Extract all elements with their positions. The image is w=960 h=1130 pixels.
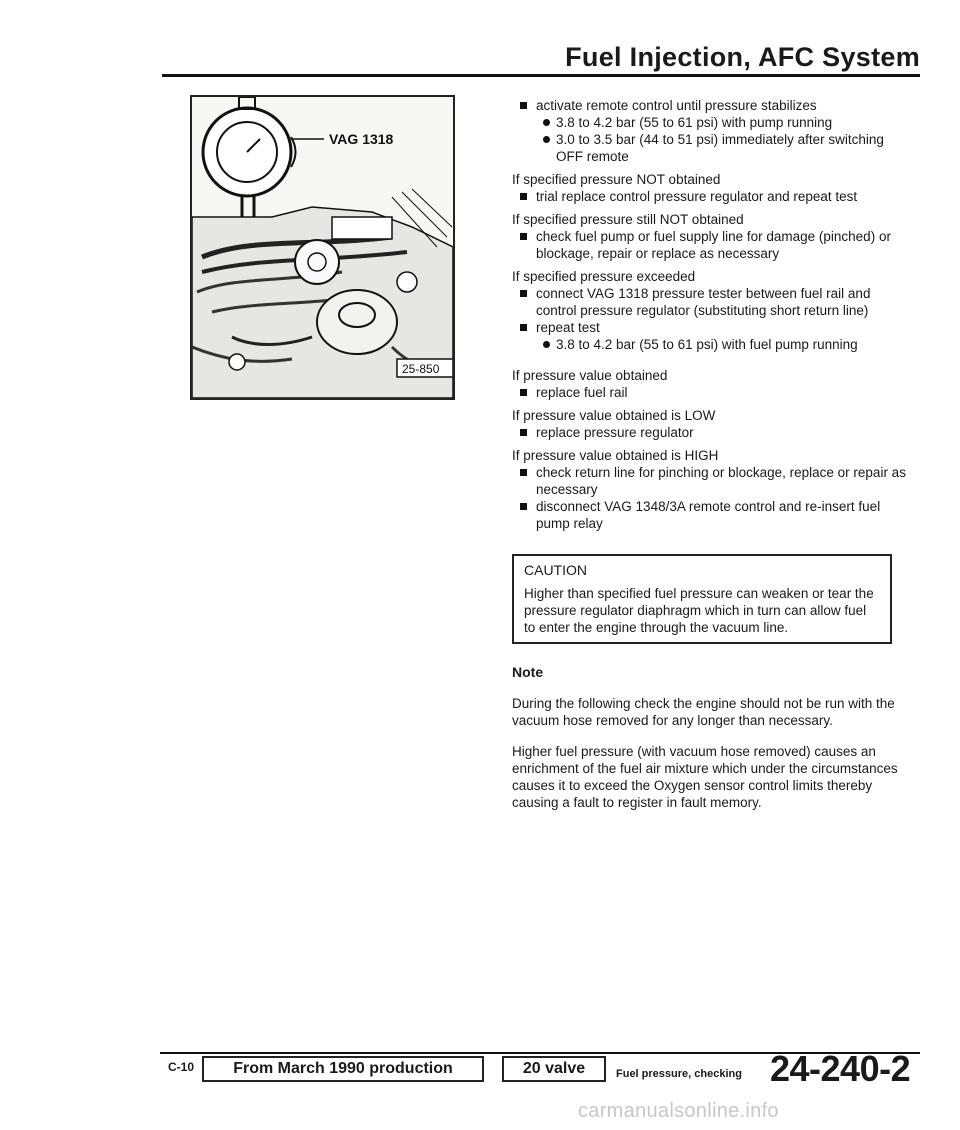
step-text: If specified pressure still NOT obtained xyxy=(512,212,744,227)
step-condition xyxy=(512,211,912,228)
note-paragraph-2: Higher fuel pressure (with vacuum hose removed) causes an enrichment of the fuel air mixture which under the circumstances causes it to exceed the Oxygen sensor control limits thereby causing a fault to register in fault memory. xyxy=(512,744,898,810)
step-text: connect VAG 1318 pressure tester between fuel rail and control pressure regulator (substituting short return line) xyxy=(536,286,871,318)
note-title: Note xyxy=(512,664,544,680)
watermark: carmanualsonline.info xyxy=(578,1100,779,1122)
note-paragraph-1: During the following check the engine should not be run with the vacuum hose removed for any longer than necessary. xyxy=(512,696,895,728)
engine-drawing xyxy=(192,97,453,398)
step-sub-bullet xyxy=(512,131,912,165)
step-text: If specified pressure exceeded xyxy=(512,269,696,284)
step-text: activate remote control until pressure stabilizes xyxy=(536,98,817,113)
square-bullet-icon xyxy=(520,503,527,510)
step-bullet xyxy=(512,424,912,441)
step-text: 3.0 to 3.5 bar (44 to 51 psi) immediately after switching OFF remote xyxy=(556,132,884,164)
production-box: From March 1990 production xyxy=(202,1056,484,1082)
caution-box xyxy=(512,554,892,644)
valve-box: 20 valve xyxy=(502,1056,606,1082)
step-text: If pressure value obtained is HIGH xyxy=(512,448,719,463)
caution-text: Higher than specified fuel pressure can weaken or tear the pressure regulator diaphragm which in turn can allow fuel to enter the engine through the vacuum line. xyxy=(524,586,874,635)
square-bullet-icon xyxy=(520,429,527,436)
step-text: replace pressure regulator xyxy=(536,425,694,440)
step-bullet xyxy=(512,97,912,114)
step-text: 3.8 to 4.2 bar (55 to 61 psi) with fuel pump running xyxy=(556,337,858,352)
tool-label: VAG 1318 xyxy=(329,131,394,147)
header-rule xyxy=(162,74,920,77)
step-sub-bullet xyxy=(512,114,912,131)
step-text: If pressure value obtained xyxy=(512,368,668,383)
page-ref: C-10 xyxy=(168,1060,195,1074)
step-condition xyxy=(512,268,912,285)
figure-code: 25-850 xyxy=(402,362,440,376)
step-condition xyxy=(512,407,912,424)
step-bullet xyxy=(512,285,912,319)
step-bullet xyxy=(512,498,912,532)
procedure-content xyxy=(512,97,912,811)
engine-illustration xyxy=(190,95,455,400)
step-text: replace fuel rail xyxy=(536,385,628,400)
step-bullet xyxy=(512,188,912,205)
step-text: check return line for pinching or blockage, replace or repair as necessary xyxy=(536,465,906,497)
step-bullet xyxy=(512,464,912,498)
page-number: 24-240-2 xyxy=(770,1048,911,1089)
page-title: Fuel Injection, AFC System xyxy=(565,42,920,72)
square-bullet-icon xyxy=(520,469,527,476)
step-text: If pressure value obtained is LOW xyxy=(512,408,716,423)
round-bullet-icon xyxy=(543,136,550,143)
step-condition xyxy=(512,447,912,464)
step-bullet xyxy=(512,228,912,262)
square-bullet-icon xyxy=(520,389,527,396)
step-text: repeat test xyxy=(536,320,600,335)
step-text: If specified pressure NOT obtained xyxy=(512,172,721,187)
square-bullet-icon xyxy=(520,233,527,240)
footer-section-label: Fuel pressure, checking xyxy=(616,1068,742,1080)
step-text: trial replace control pressure regulator and repeat test xyxy=(536,189,858,204)
step-text: check fuel pump or fuel supply line for damage (pinched) or blockage, repair or replace as necessary xyxy=(536,229,891,261)
caution-title: CAUTION xyxy=(524,562,587,578)
step-condition xyxy=(512,367,912,384)
step-bullet xyxy=(512,319,912,336)
step-sub-bullet xyxy=(512,336,912,353)
square-bullet-icon xyxy=(520,102,527,109)
step-text: 3.8 to 4.2 bar (55 to 61 psi) with pump running xyxy=(556,115,833,130)
square-bullet-icon xyxy=(520,290,527,297)
round-bullet-icon xyxy=(543,341,550,348)
square-bullet-icon xyxy=(520,324,527,331)
step-bullet xyxy=(512,384,912,401)
step-gap xyxy=(512,353,912,361)
round-bullet-icon xyxy=(543,119,550,126)
step-condition xyxy=(512,171,912,188)
procedure-steps xyxy=(512,97,912,532)
square-bullet-icon xyxy=(520,193,527,200)
step-text: disconnect VAG 1348/3A remote control and re-insert fuel pump relay xyxy=(536,499,881,531)
